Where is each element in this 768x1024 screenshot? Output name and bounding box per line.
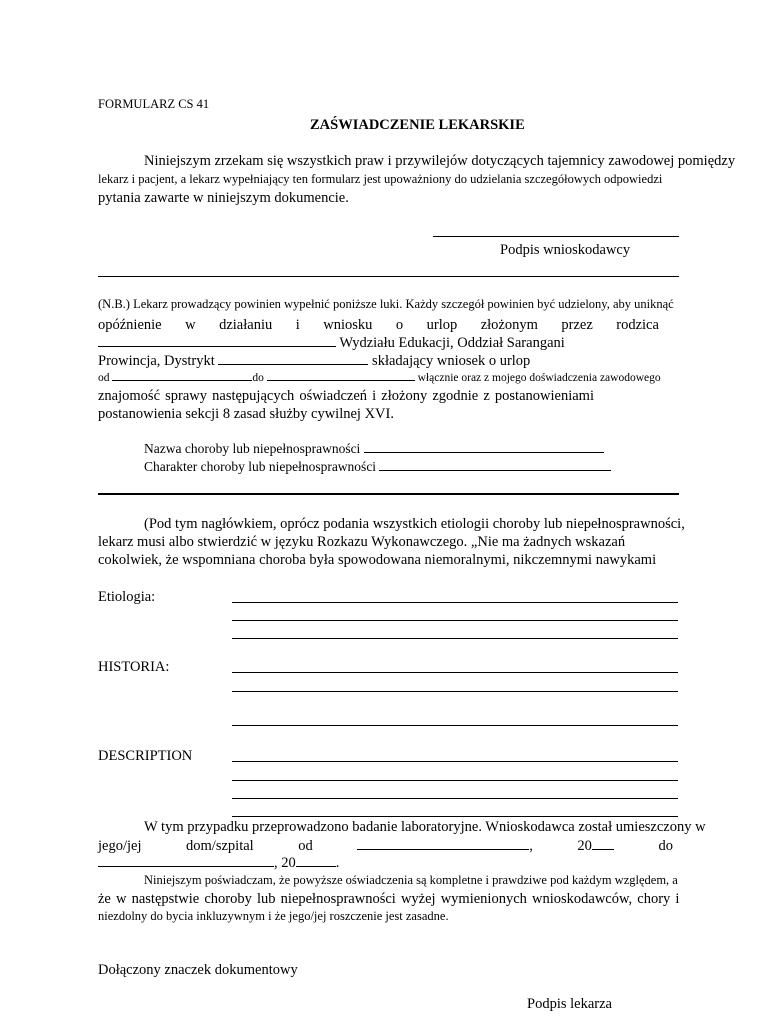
description-line-3[interactable] xyxy=(232,798,678,799)
description-label: DESCRIPTION xyxy=(98,748,193,764)
certify-line-2: że w następstwie choroby lub niepełnosprawności wyżej wymienionych wnioskodawców, chory i xyxy=(98,891,680,907)
etiology-line-3[interactable] xyxy=(232,638,678,639)
parent-name-field[interactable] xyxy=(98,346,336,347)
nb-line-7: postanowienia sekcji 8 zasad służby cywilnej XVI. xyxy=(98,406,394,422)
divider-2 xyxy=(98,493,679,495)
history-line-3[interactable] xyxy=(232,725,678,726)
certify-line-1: Niniejszym poświadczam, że powyższe oświadczenia są kompletne i prawdziwe pod każdym względem, a xyxy=(144,873,678,887)
applicant-signature-label: Podpis wnioskodawcy xyxy=(500,242,631,258)
certify-line-3: niezdolny do bycia inkluzywnym i że jego/jej roszczenie jest zasadne. xyxy=(98,909,449,923)
lab-date-to-field[interactable] xyxy=(98,866,274,867)
etiology-line-1[interactable] xyxy=(232,602,678,603)
lab-year-2-field[interactable] xyxy=(296,866,336,867)
heading-note-line-2: lekarz musi albo stwierdzić w języku Rozkazu Wykonawczego. „Nie ma żadnych wskazań xyxy=(98,534,626,550)
district-field[interactable] xyxy=(218,364,368,365)
disease-character-field[interactable] xyxy=(379,470,611,471)
applicant-signature-line xyxy=(433,236,679,237)
nb-line-3: Wydziału Edukacji, Oddział Sarangani xyxy=(98,336,565,351)
heading-note-line-1: (Pod tym nagłówkiem, oprócz podania wszystkich etiologii choroby lub niepełnosprawności, xyxy=(144,516,685,532)
disease-name-field[interactable] xyxy=(364,452,604,453)
waiver-line-3: pytania zawarte w niniejszym dokumencie. xyxy=(98,190,349,206)
description-line-1[interactable] xyxy=(232,761,678,762)
lab-line-1: W tym przypadku przeprowadzono badanie laboratoryjne. Wnioskodawca został umieszczony w xyxy=(144,819,706,835)
history-line-1[interactable] xyxy=(232,672,678,673)
form-code: FORMULARZ CS 41 xyxy=(98,97,210,111)
document-title: ZAŚWIADCZENIE LEKARSKIE xyxy=(310,117,525,133)
doctor-signature-label: Podpis lekarza xyxy=(527,996,612,1012)
waiver-line-1: Niniejszym zrzekam się wszystkich praw i przywilejów dotyczących tajemnicy zawodowej pomiędzy xyxy=(144,153,736,169)
lab-date-from-field[interactable] xyxy=(357,849,529,850)
disease-character-row: Charakter choroby lub niepełnosprawności xyxy=(144,460,611,474)
etiology-line-2[interactable] xyxy=(232,620,678,621)
history-line-2[interactable] xyxy=(232,691,678,692)
nb-line-1: (N.B.) Lekarz prowadzący powinien wypełnić poniższe luki. Każdy szczegół powinien być udzielony, aby uniknąć xyxy=(98,297,674,311)
divider-1 xyxy=(98,276,679,277)
lab-year-1-field[interactable] xyxy=(592,849,614,850)
history-label: HISTORIA: xyxy=(98,659,170,675)
disease-name-row: Nazwa choroby lub niepełnosprawności xyxy=(144,442,604,456)
nb-line-4: Prowincja, Dystrykt składający wniosek o urlop xyxy=(98,353,531,369)
nb-line-6: znajomość sprawy następujących oświadczeń i złożony zgodnie z postanowieniami xyxy=(98,388,594,404)
lab-line-2: jego/jej dom/szpital od , 20 do xyxy=(98,838,673,854)
heading-note-line-3: cokolwiek, że wspomniana choroba była spowodowana niemoralnymi, nikczemnymi nawykami xyxy=(98,552,657,568)
leave-from-date-field[interactable] xyxy=(112,380,252,381)
leave-to-date-field[interactable] xyxy=(267,380,415,381)
stamp-label: Dołączony znaczek dokumentowy xyxy=(98,962,298,978)
lab-line-3: , 20 . xyxy=(98,856,339,871)
waiver-line-2: lekarz i pacjent, a lekarz wypełniający ten formularz jest upoważniony do udzielania szczegółowych odpowiedzi xyxy=(98,172,663,186)
nb-line-2: opóźnienie w działaniu i wniosku o urlop złożonym przez rodzica xyxy=(98,317,659,333)
description-line-2[interactable] xyxy=(232,780,678,781)
nb-line-5: od do włącznie oraz z mojego doświadczenia zawodowego xyxy=(98,372,661,384)
description-line-4[interactable] xyxy=(232,816,678,817)
etiology-label: Etiologia: xyxy=(98,589,156,605)
